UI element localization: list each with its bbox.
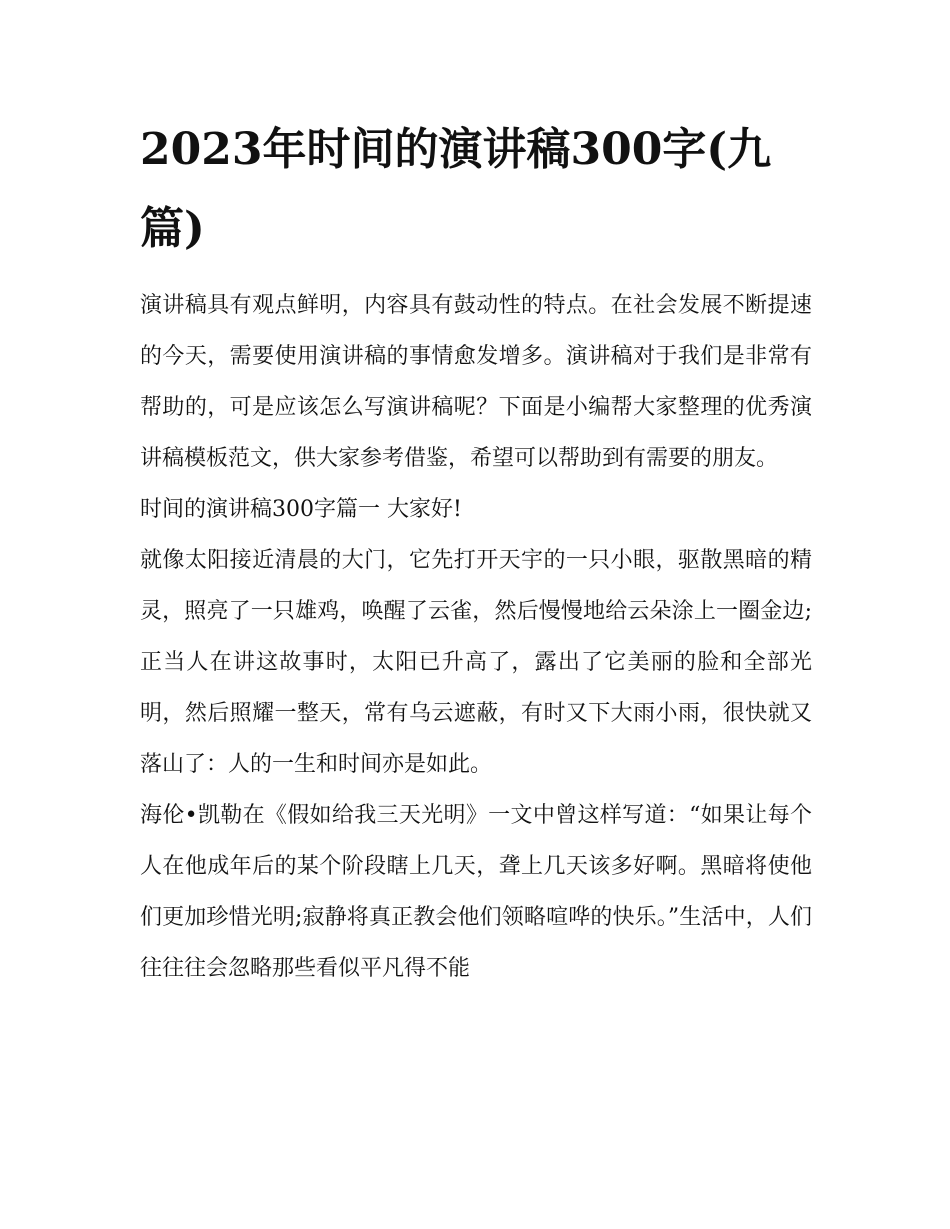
paragraph-helen-keller-quote: 海伦•凯勒在《假如给我三天光明》一文中曾这样写道：“如果让每个人在他成年后的某个阶段瞎上几天，聋上几天该多好啊。黑暗将使他们更加珍惜光明;寂静将真正教会他们领略喧哗的快乐。”生活中，人们往往往会忽略那些看似平凡得不能	[140, 803, 812, 981]
paragraph-sun-metaphor: 就像太阳接近清晨的大门，它先打开天宇的一只小眼，驱散黑暗的精灵，照亮了一只雄鸡，唤醒了云雀，然后慢慢地给云朵涂上一圈金边;正当人在讲这故事时，太阳已升高了，露出了它美丽的脸和全部光明，然后照耀一整天，常有乌云遮蔽，有时又下大雨小雨，很快就又落山了：人的一生和时间亦是如此。	[140, 548, 812, 777]
document-page	[140, 110, 812, 994]
document-title: 2023年时间的演讲稿300字(九篇)	[140, 124, 772, 254]
paragraph-section-heading: 时间的演讲稿300字篇一 大家好!	[140, 497, 462, 522]
paragraph-intro: 演讲稿具有观点鲜明，内容具有鼓动性的特点。在社会发展不断提速的今天，需要使用演讲稿的事情愈发增多。演讲稿对于我们是非常有帮助的，可是应该怎么写演讲稿呢？下面是小编帮大家整理的优秀演讲稿模板范文，供大家参考借鉴，希望可以帮助到有需要的朋友。	[140, 293, 812, 471]
